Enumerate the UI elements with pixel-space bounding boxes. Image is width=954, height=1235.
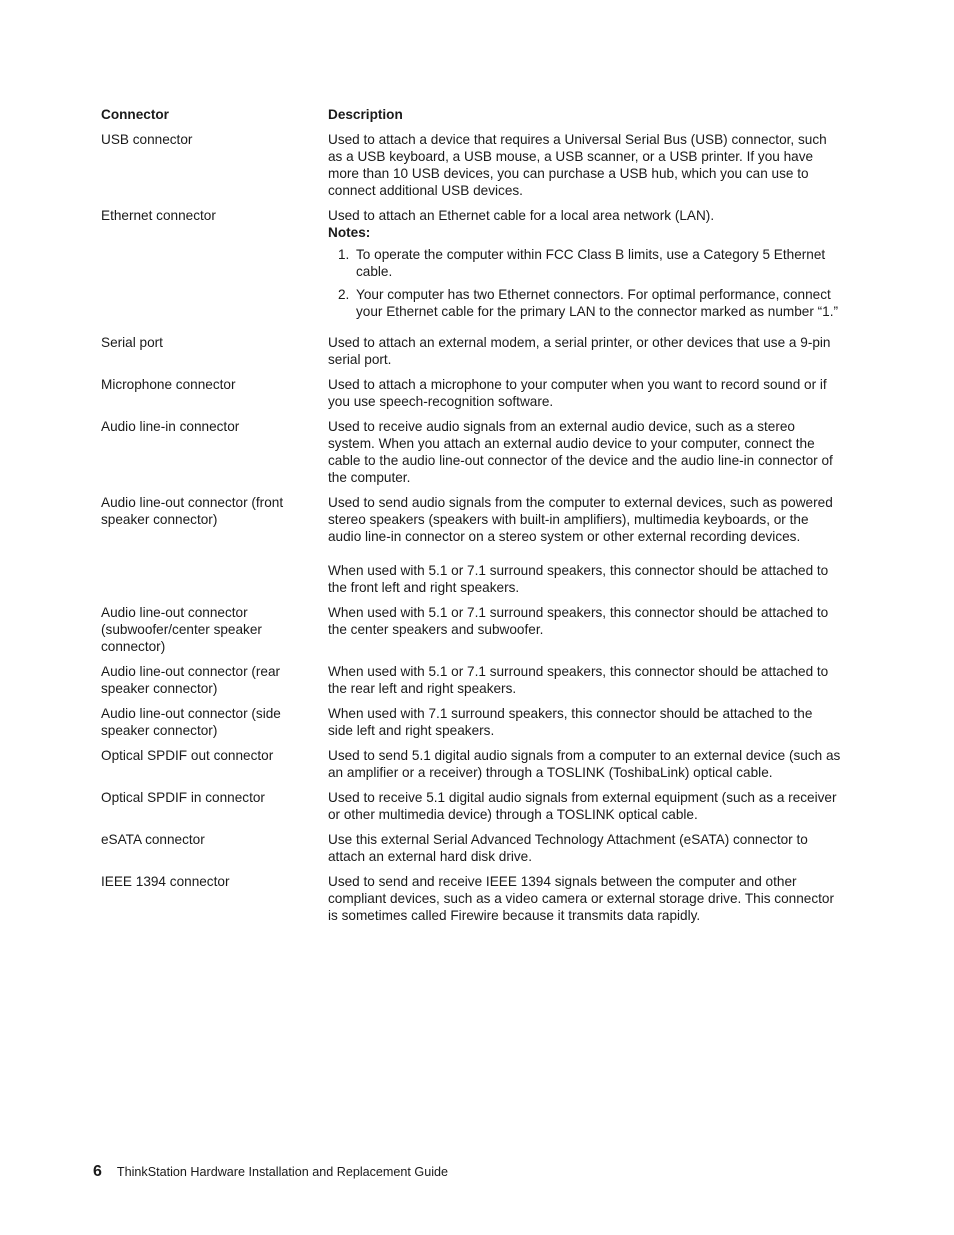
connector-name: Optical SPDIF in connector [101,790,265,805]
paragraph-gap [328,545,841,562]
table-row [101,418,841,486]
table-row [101,494,841,596]
connector-name: USB connector [101,132,193,147]
description-paragraph: Used to attach an external modem, a serial printer, or other devices that use a 9-pin serial port. [328,335,831,367]
table-row [101,207,841,326]
description-paragraph: Used to attach a device that requires a Universal Serial Bus (USB) connector, such as a USB keyboard, a USB mouse, a USB scanner, or a USB printer. If you have more than 10 USB devices, you can purchase a USB hub, which you can use to connect additional USB devices. [328,132,827,198]
table-header [101,106,841,123]
description-paragraph: Used to send and receive IEEE 1394 signals between the computer and other compliant devices, such as a video camera or external storage drive. This connector is sometimes called Firewire because it transmits data rapidly. [328,874,834,923]
notes-list [328,246,841,320]
notes-label: Notes: [328,225,371,240]
table-row [101,747,841,781]
description-paragraph: Used to receive audio signals from an external audio device, such as a stereo system. When you attach an external audio device to your computer, connect the cable to the audio line-out connector of the device and the audio line-in connector of the computer. [328,419,833,485]
connector-name: eSATA connector [101,832,205,847]
connector-name: Ethernet connector [101,208,216,223]
note-number: 1. [338,247,350,262]
note-text: Your computer has two Ethernet connectors. For optimal performance, connect your Ethernet cable for the primary LAN to the connector marked as number “1.” [356,287,839,319]
connector-description [328,705,841,739]
table-row [101,663,841,697]
table-row [101,873,841,924]
page-number: 6 [93,1163,102,1180]
table-row [101,604,841,655]
connector-description [328,418,841,486]
column-header-description: Description [328,107,403,122]
description-paragraph: When used with 5.1 or 7.1 surround speakers, this connector should be attached to the front left and right speakers. [328,563,829,595]
connector-name: IEEE 1394 connector [101,874,230,889]
description-paragraph: Used to attach an Ethernet cable for a local area network (LAN). [328,208,715,223]
connector-description [328,604,841,655]
connector-description [328,131,841,199]
connector-name: Audio line-out connector (front speaker connector) [101,495,284,527]
table-row [101,789,841,823]
table-body [101,131,841,924]
list-item [328,286,841,320]
connector-description [328,376,841,410]
connector-table [101,106,841,932]
connector-name: Optical SPDIF out connector [101,748,274,763]
connector-name: Audio line-out connector (rear speaker connector) [101,664,281,696]
connector-description [328,747,841,781]
column-header-connector: Connector [101,107,169,122]
description-paragraph: When used with 5.1 or 7.1 surround speakers, this connector should be attached to the rear left and right speakers. [328,664,829,696]
note-text: To operate the computer within FCC Class B limits, use a Category 5 Ethernet cable. [356,247,826,279]
note-number: 2. [338,287,350,302]
description-paragraph: Use this external Serial Advanced Technology Attachment (eSATA) connector to attach an external hard disk drive. [328,832,808,864]
connector-description [328,494,841,596]
connector-description [328,663,841,697]
table-row [101,831,841,865]
table-row [101,131,841,199]
description-paragraph: When used with 7.1 surround speakers, this connector should be attached to the side left and right speakers. [328,706,813,738]
guide-title: ThinkStation Hardware Installation and Replacement Guide [116,1165,449,1179]
connector-name: Serial port [101,335,163,350]
connector-description [328,873,841,924]
connector-description [328,789,841,823]
connector-name: Audio line-out connector (subwoofer/center speaker connector) [101,605,262,654]
connector-description [328,334,841,368]
table-row [101,334,841,368]
description-paragraph: Used to receive 5.1 digital audio signals from external equipment (such as a receiver or other multimedia device) through a TOSLINK optical cable. [328,790,837,822]
connector-description [328,831,841,865]
page-footer [93,1163,448,1181]
connector-name: Audio line-in connector [101,419,240,434]
description-paragraph: Used to send 5.1 digital audio signals from a computer to an external device (such as an amplifier or a receiver) through a TOSLINK (ToshibaLink) optical cable. [328,748,841,780]
description-paragraph: When used with 5.1 or 7.1 surround speakers, this connector should be attached to the center speakers and subwoofer. [328,605,829,637]
table-row [101,705,841,739]
connector-name: Microphone connector [101,377,236,392]
description-paragraph: Used to send audio signals from the computer to external devices, such as powered stereo speakers (speakers with built-in amplifiers), multimedia keyboards, or the audio line-in connector on a stereo system or other external recording devices. [328,495,833,544]
description-paragraph: Used to attach a microphone to your computer when you want to record sound or if you use speech-recognition software. [328,377,827,409]
connector-name: Audio line-out connector (side speaker connector) [101,706,281,738]
list-item [328,246,841,280]
table-row [101,376,841,410]
connector-description [328,207,841,326]
